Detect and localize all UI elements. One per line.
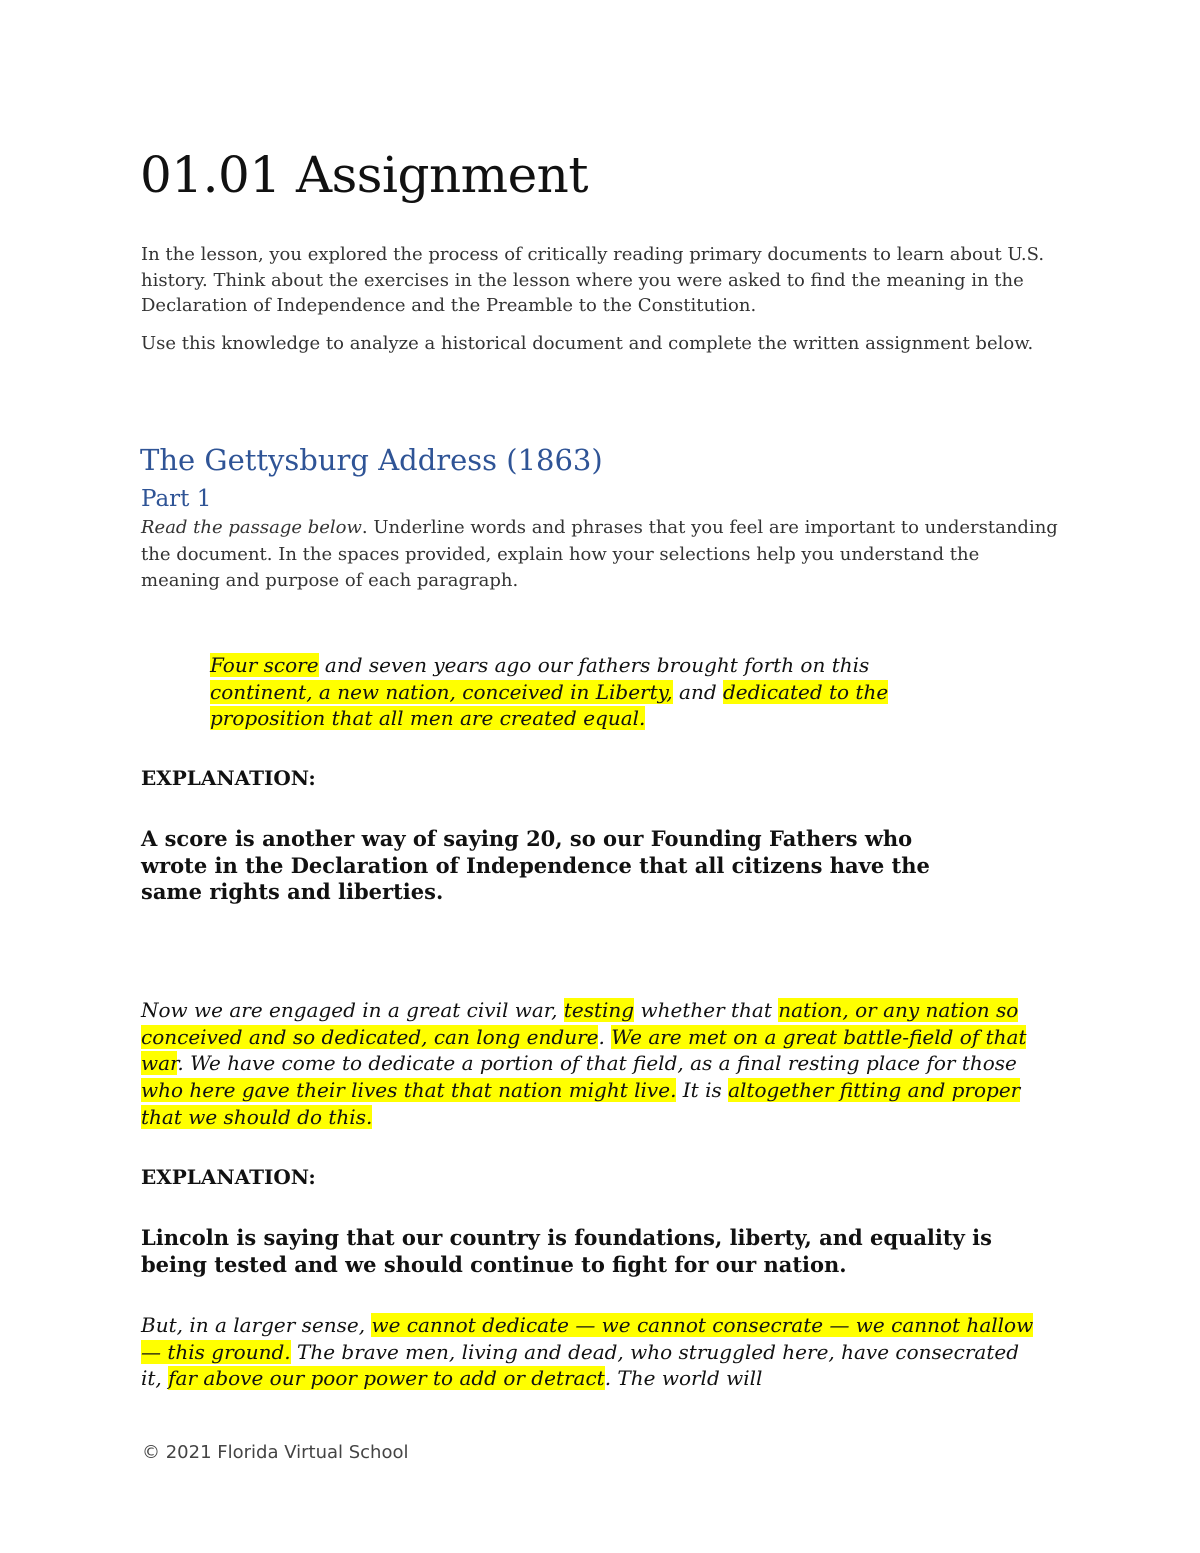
highlighted-phrase: altogether fitting and proper that we should do this. — [141, 1078, 1021, 1129]
passage-text: whether that — [634, 998, 779, 1022]
explanation-answer: A score is another way of saying 20, so our Founding Fathers who wrote in the Declaration of Independence that all citizens have the same rights and liberties. — [141, 826, 930, 905]
explanation-label: EXPLANATION: — [141, 1165, 316, 1189]
section-title: The Gettysburg Address (1863) — [140, 443, 603, 477]
passage-3 — [141, 1312, 1041, 1392]
highlighted-phrase: continent, a new nation, conceived in Liberty, — [210, 679, 673, 704]
page-title: 01.01 Assignment — [140, 146, 588, 204]
explanation-answer: Lincoln is saying that our country is foundations, liberty, and equality is being tested and we should continue to fight for our nation. — [141, 1225, 992, 1277]
passage-1 — [210, 652, 970, 732]
instructions-text: . Underline words and phrases that you feel are important to understanding the document. In the spaces provided, explain how your selections help you understand the meaning and purpose of each paragraph. — [141, 517, 1058, 591]
highlighted-phrase: We are met on a great battle-field of that war — [141, 1024, 1027, 1076]
highlighted-phrase: far above our poor power to add or detract — [168, 1366, 605, 1391]
passage-text: It is — [676, 1078, 729, 1103]
passage-text: But, in a larger sense, — [141, 1313, 372, 1337]
passage-2 — [141, 997, 1041, 1131]
intro-paragraph: In the lesson, you explored the process of critically reading primary documents to learn about U.S. history. Think about the exercises in the lesson where you were asked to find the meaning in the Declaration of Independence and the Preamble to the Constitution. — [141, 244, 1045, 316]
part-title: Part 1 — [141, 486, 212, 512]
instructions — [141, 515, 1061, 595]
passage-text: and seven years ago our fathers brought forth on this — [318, 653, 870, 677]
highlighted-phrase: dedicated to the proposition that all men are created equal. — [210, 679, 889, 731]
highlighted-phrase: nation, or any nation so conceived and so dedicated, can long endure — [141, 998, 1019, 1049]
intro-paragraph: Use this knowledge to analyze a historical document and complete the written assignment below. — [141, 333, 1034, 354]
instructions-italic: Read the passage below — [141, 517, 362, 538]
passage-text: . The world will — [604, 1366, 763, 1391]
highlighted-phrase: testing — [563, 998, 635, 1022]
highlighted-phrase: we cannot dedicate — we cannot consecrate — we cannot hallow — this ground. — [141, 1313, 1034, 1364]
passage-text: The brave men, living and dead, who struggled here, have consecrated it, — [141, 1339, 1019, 1391]
explanation-label: EXPLANATION: — [141, 766, 316, 790]
highlighted-phrase: Four score — [210, 653, 319, 677]
passage-text: Now we are engaged in a great civil war, — [141, 998, 564, 1022]
passage-text: . We have come to dedicate a portion of that field, as a final resting place for those — [177, 1051, 1017, 1076]
passage-text: . — [598, 1024, 612, 1049]
passage-text: and — [672, 679, 723, 704]
copyright-footer: © 2021 Florida Virtual School — [142, 1442, 409, 1463]
highlighted-phrase: who here gave their lives that that nation might live. — [141, 1078, 677, 1103]
